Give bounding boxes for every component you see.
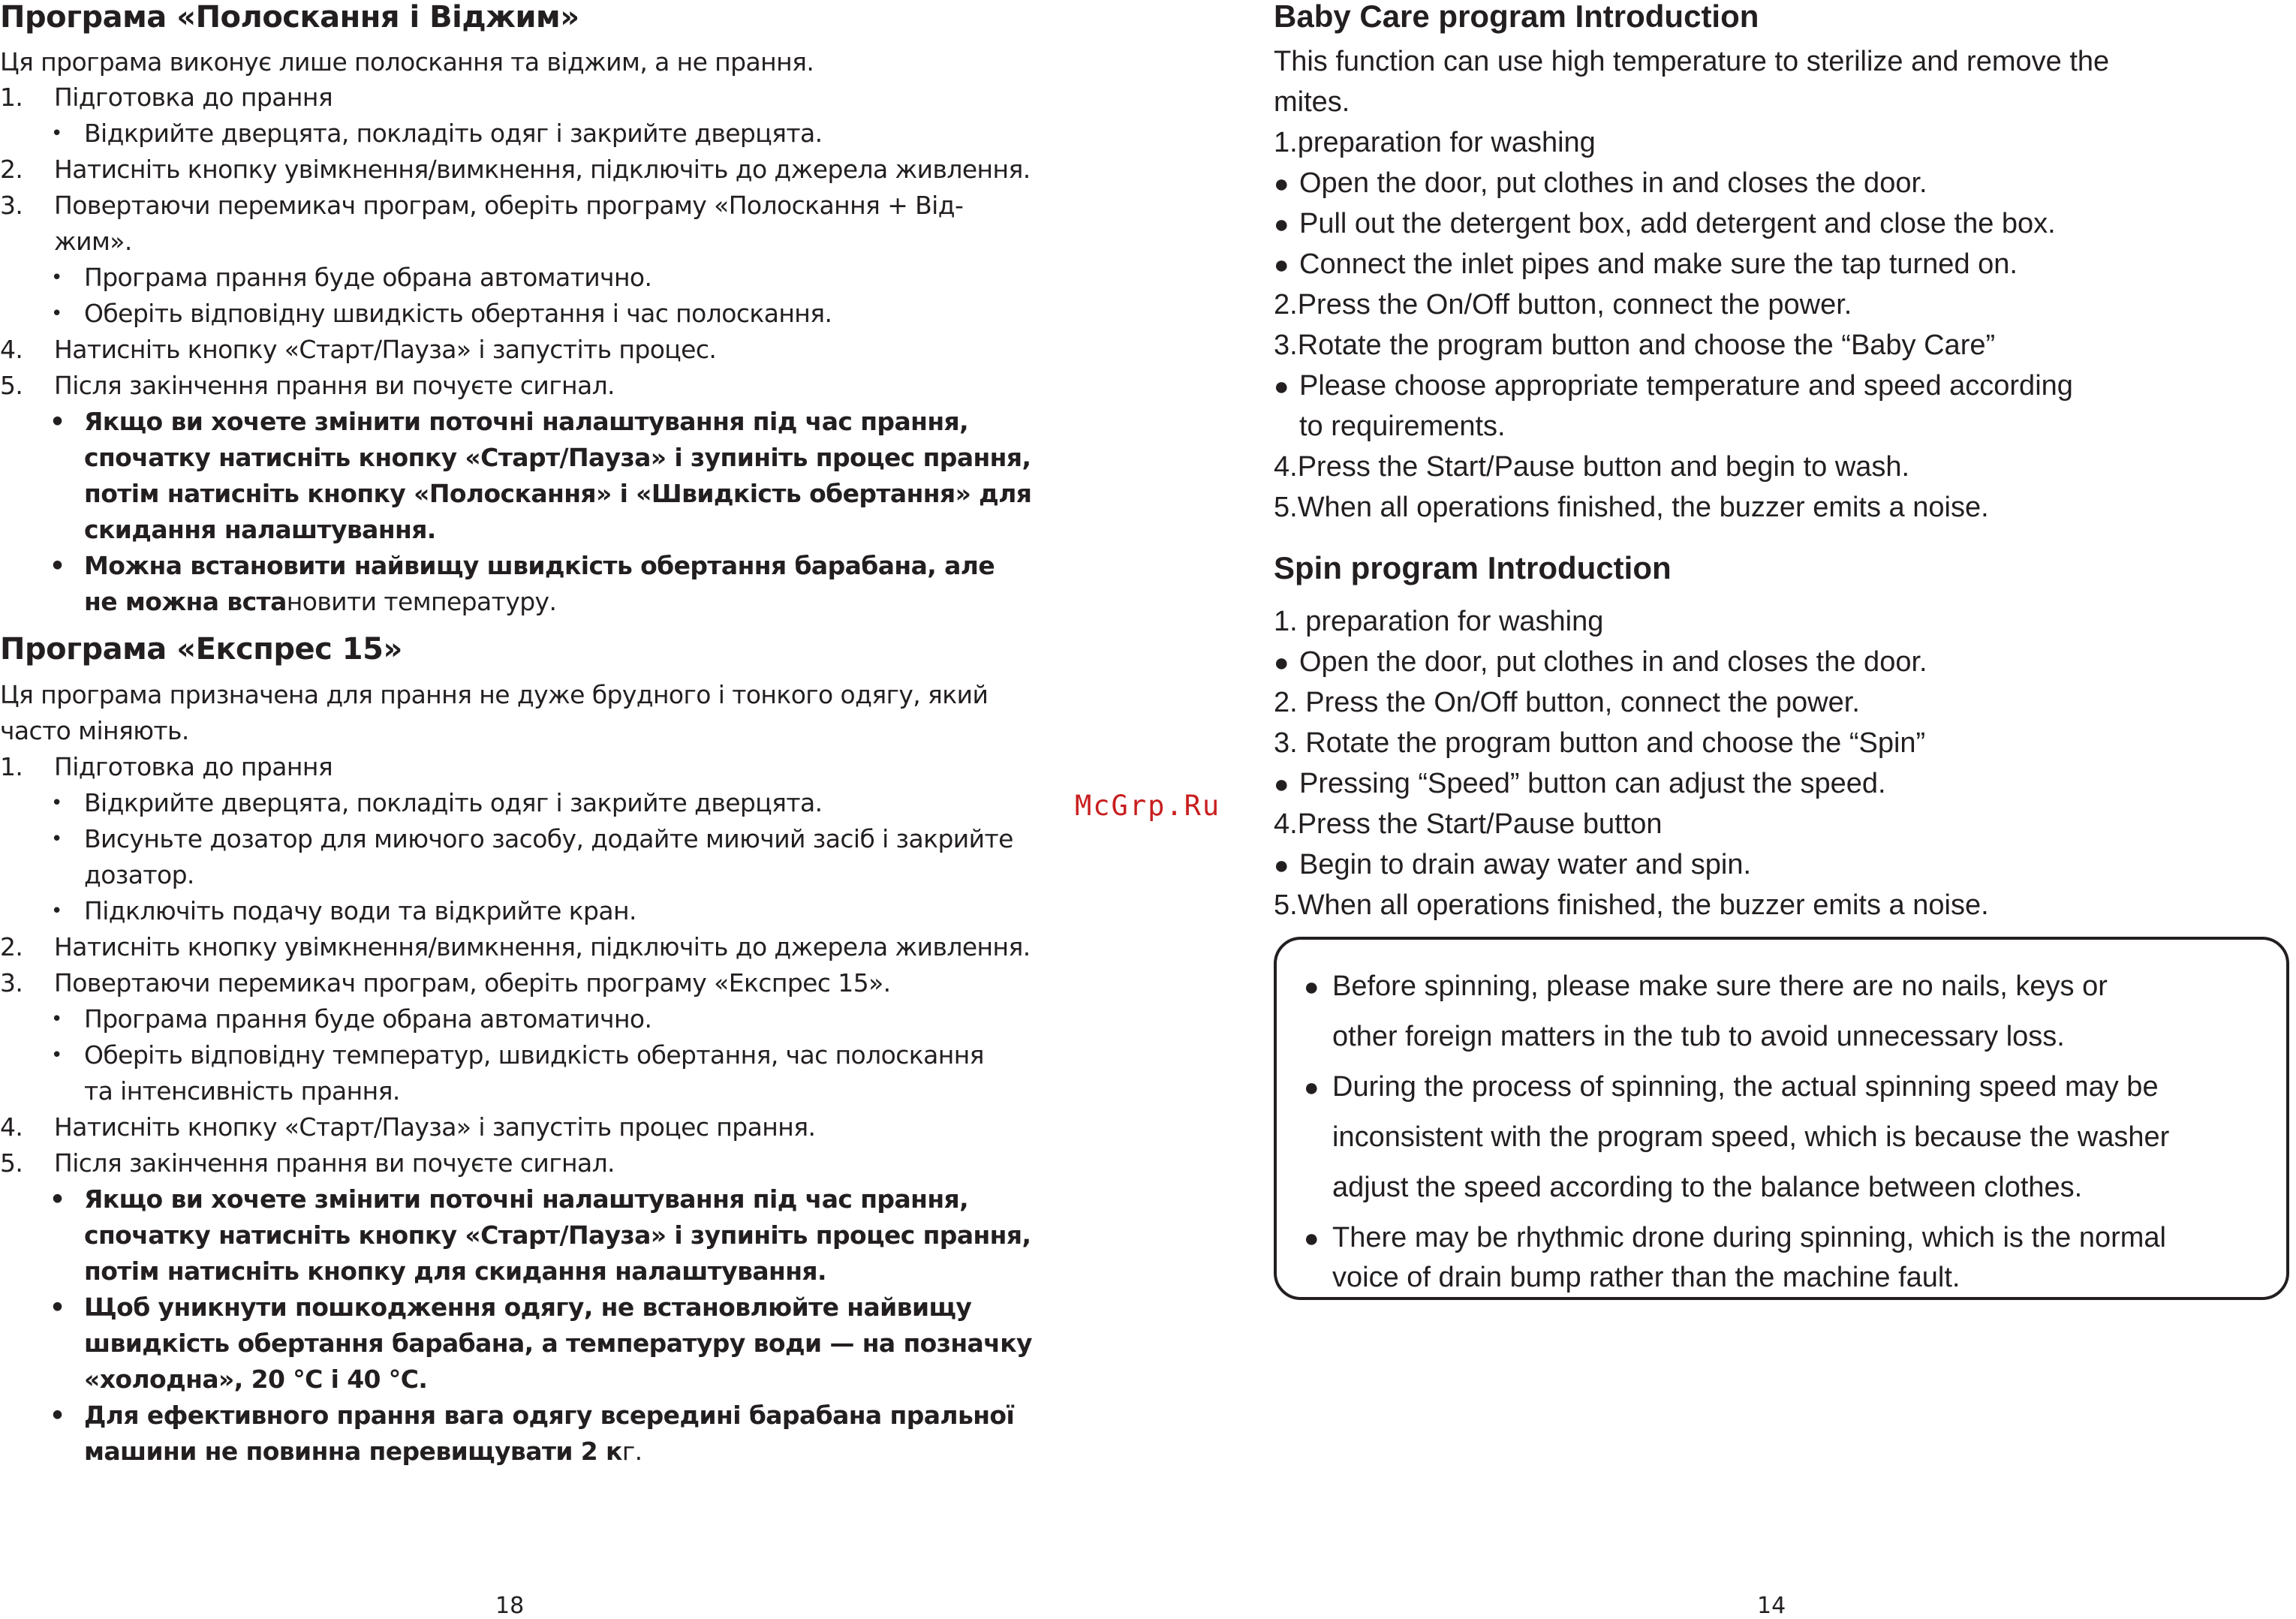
note-text-regular: новити температуру. (286, 587, 557, 616)
list-text: Підготовка до прання (54, 752, 333, 781)
note-text: спочатку натисніть кнопку «Старт/Пауза» і зупиніть процес прання, (84, 443, 1031, 472)
list-text: Повертаючи перемикач програм, оберіть програму «Експрес 15». (54, 968, 891, 998)
bullet-icon: • (51, 792, 62, 814)
caution-item (1304, 970, 2108, 1004)
filled-bullet-icon: ● (1274, 210, 1289, 239)
note-text: швидкість обертання барабана, а температуру води — на позначку (84, 1329, 1032, 1358)
bullet-icon: • (51, 1044, 62, 1067)
bullet-icon: • (50, 1184, 65, 1214)
filled-bullet-icon: ● (1274, 372, 1289, 401)
bullet-text-cont: та інтенсивність прання. (84, 1076, 400, 1106)
note-text: Якщо ви хочете змінити поточні налаштування під час прання, (84, 1184, 969, 1214)
note-text (84, 1437, 642, 1467)
note-text: скидання налаштування. (84, 515, 436, 544)
caution-text: inconsistent with the program speed, which is because the washer (1332, 1121, 2170, 1153)
list-item: 5.When all operations finished, the buzzer emits a noise. (1274, 492, 1989, 523)
list-number: 4. (0, 335, 23, 364)
list-number: 4. (0, 1112, 23, 1142)
list-text: Після закінчення прання ви почуєте сигнал. (54, 1148, 615, 1178)
filled-bullet-icon: ● (1274, 770, 1289, 799)
caution-item (1304, 1070, 2159, 1104)
list-item: 1. preparation for washing (1274, 606, 1604, 637)
caution-item (1304, 1221, 2166, 1255)
note-text-bold: не можна вста (84, 587, 287, 616)
filled-bullet-icon: ● (1304, 1073, 1320, 1102)
paragraph: Ця програма виконує лише полоскання та віджим, а не прання. (0, 47, 814, 77)
bullet-icon: • (50, 1292, 65, 1322)
page-number-right: 14 (1757, 1593, 1786, 1619)
note-text: Якщо ви хочете змінити поточні налаштування під час прання, (84, 407, 969, 436)
bullet-icon: • (51, 122, 62, 145)
bullet-text: Connect the inlet pipes and make sure the tap turned on. (1299, 248, 2018, 280)
bullet-text-cont: to requirements. (1299, 411, 1506, 442)
bullet-text: Оберіть відповідну температур, швидкість обертання, час полоскання (84, 1040, 984, 1070)
caution-text: Before spinning, please make sure there are no nails, keys or (1332, 970, 2108, 1002)
bullet-icon: • (51, 900, 62, 922)
note-text: Щоб уникнути пошкодження одягу, не встановлюйте найвищу (84, 1292, 972, 1322)
filled-bullet-icon: ● (1304, 973, 1320, 1001)
bullet-icon: • (50, 407, 65, 436)
list-number: 5. (0, 371, 23, 400)
bullet-icon: • (50, 1401, 65, 1430)
bullet-text: Please choose appropriate temperature and speed according (1299, 370, 2073, 402)
bullet-text: Оберіть відповідну швидкість обертання і час полоскання. (84, 299, 832, 328)
note-text: «холодна», 20 °C і 40 °C. (84, 1365, 428, 1394)
caution-box (1274, 937, 2289, 1300)
note-text (84, 587, 556, 617)
note-text: Можна встановити найвищу швидкість обертання барабана, але (84, 551, 995, 580)
list-item: 5.When all operations finished, the buzzer emits a noise. (1274, 889, 1989, 921)
list-item: 3.Rotate the program button and choose the “Baby Care” (1274, 330, 1996, 361)
note-text: Для ефективного прання вага одягу всередині барабана пральної (84, 1401, 1015, 1430)
note-text: потім натисніть кнопку для скидання налаштування. (84, 1256, 826, 1286)
list-number: 3. (0, 968, 23, 998)
list-item: 4.Press the Start/Pause button and begin to wash. (1274, 451, 1910, 483)
note-text: потім натисніть кнопку «Полоскання» і «Швидкість обертання» для (84, 479, 1032, 508)
bullet-item (1274, 848, 1751, 882)
filled-bullet-icon: ● (1304, 1224, 1320, 1253)
caution-text: During the process of spinning, the actual spinning speed may be (1332, 1071, 2159, 1103)
list-text: Натисніть кнопку «Старт/Пауза» і запустіть процес прання. (54, 1112, 816, 1142)
bullet-item (1274, 645, 1927, 679)
watermark: McGrp.Ru (1075, 790, 1221, 822)
bullet-text: Висуньте дозатор для миючого засобу, додайте миючий засіб і закрийте (84, 824, 1013, 853)
bullet-text: Pull out the detergent box, add detergent and close the box. (1299, 208, 2056, 239)
bullet-item (1274, 167, 1927, 200)
list-text-cont: жим». (54, 227, 132, 256)
section-title: Програма «Експрес 15» (0, 632, 402, 667)
bullet-text: Pressing “Speed” button can adjust the speed. (1299, 768, 1886, 799)
bullet-text: Begin to drain away water and spin. (1299, 849, 1752, 880)
section-title: Baby Care program Introduction (1274, 0, 1759, 34)
note-text-bold: машини не повинна перевищувати 2 к (84, 1437, 622, 1466)
list-number: 2. (0, 932, 23, 961)
bullet-icon: • (51, 302, 62, 325)
bullet-icon: • (50, 551, 65, 580)
bullet-text: Відкрийте дверцята, покладіть одяг і закрийте дверцята. (84, 788, 823, 817)
filled-bullet-icon: ● (1274, 851, 1289, 880)
list-number: 3. (0, 191, 23, 220)
filled-bullet-icon: ● (1274, 649, 1289, 677)
list-text: Підготовка до прання (54, 83, 333, 112)
list-item: 2. Press the On/Off button, connect the power. (1274, 687, 1860, 718)
bullet-item (1274, 767, 1886, 801)
caution-text: adjust the speed according to the balance between clothes. (1332, 1172, 2083, 1203)
list-text: Натисніть кнопку увімкнення/вимкнення, підключіть до джерела живлення. (54, 155, 1031, 184)
bullet-text: Програма прання буде обрана автоматично. (84, 263, 652, 292)
list-item: 4.Press the Start/Pause button (1274, 808, 1663, 840)
list-number: 1. (0, 752, 23, 781)
section-title: Spin program Introduction (1274, 550, 1672, 585)
bullet-text-cont: дозатор. (84, 860, 194, 889)
list-text: Після закінчення прання ви почуєте сигнал. (54, 371, 615, 400)
bullet-item (1274, 369, 2073, 403)
bullet-text: Open the door, put clothes in and closes the door. (1299, 646, 1927, 678)
bullet-icon: • (51, 266, 62, 289)
list-item: 2.Press the On/Off button, connect the power. (1274, 289, 1852, 320)
list-text: Повертаючи перемикач програм, оберіть програму «Полоскання + Від- (54, 191, 964, 220)
paragraph: This function can use high temperature to sterilize and remove the (1274, 46, 2110, 77)
filled-bullet-icon: ● (1274, 170, 1289, 198)
list-item: 3. Rotate the program button and choose the “Spin” (1274, 727, 1926, 759)
bullet-text: Open the door, put clothes in and closes the door. (1299, 167, 1927, 199)
caution-text: There may be rhythmic drone during spinning, which is the normal (1332, 1222, 2166, 1253)
caution-text: voice of drain bump rather than the machine fault. (1332, 1262, 1960, 1293)
paragraph: mites. (1274, 86, 1350, 118)
filled-bullet-icon: ● (1274, 251, 1289, 279)
note-text-regular: г. (621, 1437, 642, 1466)
bullet-text: Підключіть подачу води та відкрийте кран. (84, 896, 636, 925)
list-number: 2. (0, 155, 23, 184)
paragraph: часто міняють. (0, 716, 189, 745)
list-number: 1. (0, 83, 23, 112)
paragraph: Ця програма призначена для прання не дуже брудного і тонкого одягу, який (0, 680, 989, 709)
bullet-item (1274, 248, 2018, 281)
bullet-item (1274, 207, 2056, 241)
page-number-left: 18 (495, 1593, 525, 1619)
caution-text: other foreign matters in the tub to avoid unnecessary loss. (1332, 1021, 2065, 1052)
bullet-icon: • (51, 828, 62, 850)
bullet-text: Програма прання буде обрана автоматично. (84, 1004, 652, 1034)
list-item: 1.preparation for washing (1274, 127, 1596, 158)
note-text: спочатку натисніть кнопку «Старт/Пауза» і зупиніть процес прання, (84, 1220, 1031, 1250)
bullet-text: Відкрийте дверцята, покладіть одяг і закрийте дверцята. (84, 119, 823, 148)
section-title: Програма «Полоскання і Віджим» (0, 0, 579, 35)
list-text: Натисніть кнопку «Старт/Пауза» і запустіть процес. (54, 335, 717, 364)
list-number: 5. (0, 1148, 23, 1178)
bullet-icon: • (51, 1008, 62, 1031)
list-text: Натисніть кнопку увімкнення/вимкнення, підключіть до джерела живлення. (54, 932, 1031, 961)
